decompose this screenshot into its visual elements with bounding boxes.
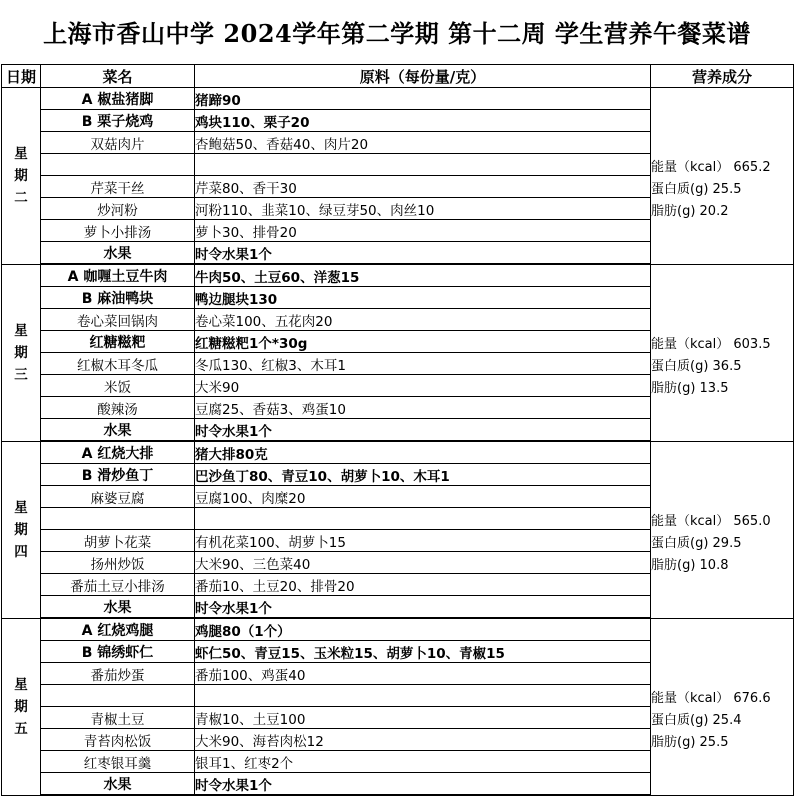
menu-row: [2, 264, 794, 287]
header-ingredients: 原料（每份量/克）: [195, 65, 651, 88]
day-label-char: 期: [14, 344, 28, 361]
nutrition-spacer: [651, 306, 793, 334]
nutrition-spacer: [651, 129, 793, 157]
ingredients: 鸭边腿块130: [195, 287, 651, 309]
ingredients: 猪大排80克: [195, 441, 651, 464]
ingredients: [195, 685, 651, 707]
nutrition-fat: 脂肪(g) 10.8: [651, 557, 729, 573]
ingredients: [195, 154, 651, 176]
dish-name: 水果: [41, 773, 195, 796]
ingredients: 豆腐25、香菇3、鸡蛋10: [195, 397, 651, 419]
ingredients: 牛肉50、土豆60、洋葱15: [195, 264, 651, 287]
nutrition-protein: 蛋白质(g) 25.4: [651, 712, 742, 728]
dish-name: 萝卜小排汤: [41, 220, 195, 242]
dish-name: 水果: [41, 242, 195, 265]
menu-table: [1, 64, 794, 796]
day-label-char: 星: [14, 145, 28, 162]
ingredients: 卷心菜100、五花肉20: [195, 309, 651, 331]
ingredients: 豆腐100、肉糜20: [195, 486, 651, 508]
dish-name: 水果: [41, 419, 195, 442]
day-label-char: 星: [14, 499, 28, 516]
dish-name: 芹菜干丝: [41, 176, 195, 198]
ingredients: 猪蹄90: [195, 88, 651, 110]
header-dish: 菜名: [41, 65, 195, 88]
day-label: [2, 88, 41, 265]
ingredients: 时令水果1个: [195, 773, 651, 796]
ingredients: 时令水果1个: [195, 596, 651, 619]
nutrition-energy: 能量（kcal） 565.0: [651, 513, 771, 529]
menu-row: [2, 618, 794, 641]
dish-name: 酸辣汤: [41, 397, 195, 419]
dish-name: A 红烧鸡腿: [41, 618, 195, 641]
menu-body: [2, 88, 794, 796]
dish-name: 麻婆豆腐: [41, 486, 195, 508]
day-label-char: 期: [14, 698, 28, 715]
day-label-char: 星: [14, 676, 28, 693]
nutrition-info: [651, 618, 794, 795]
ingredients: 时令水果1个: [195, 242, 651, 265]
nutrition-protein: 蛋白质(g) 25.5: [651, 181, 742, 197]
menu-row: [2, 88, 794, 110]
ingredients: 银耳1、红枣2个: [195, 751, 651, 773]
ingredients: 大米90、海苔肉松12: [195, 729, 651, 751]
nutrition-protein: 蛋白质(g) 36.5: [651, 358, 742, 374]
ingredients: 杏鲍菇50、香菇40、肉片20: [195, 132, 651, 154]
ingredients: 萝卜30、排骨20: [195, 220, 651, 242]
dish-name: 炒河粉: [41, 198, 195, 220]
dish-name: A 红烧大排: [41, 441, 195, 464]
nutrition-energy: 能量（kcal） 603.5: [651, 336, 771, 352]
dish-name: 番茄炒蛋: [41, 663, 195, 685]
dish-name: A 咖喱土豆牛肉: [41, 264, 195, 287]
dish-name: 红椒木耳冬瓜: [41, 353, 195, 375]
ingredients: 有机花菜100、胡萝卜15: [195, 530, 651, 552]
ingredients: 大米90、三色菜40: [195, 552, 651, 574]
dish-name: 红糖糍粑: [41, 331, 195, 353]
dish-name: B 滑炒鱼丁: [41, 464, 195, 486]
day-label: [2, 618, 41, 795]
nutrition-spacer: [651, 483, 793, 511]
nutrition-spacer: [651, 660, 793, 688]
day-label-char: 三: [14, 366, 28, 383]
nutrition-energy: 能量（kcal） 665.2: [651, 159, 771, 175]
header-day: 日期: [2, 65, 41, 88]
ingredients: 河粉110、韭菜10、绿豆芽50、肉丝10: [195, 198, 651, 220]
nutrition-fat: 脂肪(g) 25.5: [651, 734, 729, 750]
dish-name: 扬州炒饭: [41, 552, 195, 574]
header-row: [2, 65, 794, 88]
ingredients: 大米90: [195, 375, 651, 397]
nutrition-info: [651, 88, 794, 265]
ingredients: 芹菜80、香干30: [195, 176, 651, 198]
menu-row: [2, 441, 794, 464]
day-label-char: 四: [14, 543, 28, 560]
ingredients: 时令水果1个: [195, 419, 651, 442]
day-label-char: 五: [14, 720, 28, 737]
ingredients: [195, 508, 651, 530]
nutrition-info: [651, 441, 794, 618]
dish-name: [41, 508, 195, 530]
dish-name: 番茄土豆小排汤: [41, 574, 195, 596]
dish-name: [41, 685, 195, 707]
dish-name: 青苔肉松饭: [41, 729, 195, 751]
ingredients: 鸡块110、栗子20: [195, 110, 651, 132]
day-label: [2, 264, 41, 441]
dish-name: 米饭: [41, 375, 195, 397]
day-label-char: 期: [14, 521, 28, 538]
dish-name: A 椒盐猪脚: [41, 88, 195, 110]
header-nutrition: 营养成分: [651, 65, 794, 88]
day-label-char: 二: [14, 189, 28, 206]
dish-name: 胡萝卜花菜: [41, 530, 195, 552]
ingredients: 番茄10、土豆20、排骨20: [195, 574, 651, 596]
dish-name: B 栗子烧鸡: [41, 110, 195, 132]
day-label: [2, 441, 41, 618]
nutrition-energy: 能量（kcal） 676.6: [651, 690, 771, 706]
dish-name: 红枣银耳羹: [41, 751, 195, 773]
nutrition-protein: 蛋白质(g) 29.5: [651, 535, 742, 551]
nutrition-fat: 脂肪(g) 13.5: [651, 380, 729, 396]
ingredients: 红糖糍粑1个*30g: [195, 331, 651, 353]
dish-name: 双菇肉片: [41, 132, 195, 154]
dish-name: B 麻油鸭块: [41, 287, 195, 309]
dish-name: 水果: [41, 596, 195, 619]
dish-name: 青椒土豆: [41, 707, 195, 729]
day-label-char: 星: [14, 322, 28, 339]
dish-name: 卷心菜回锅肉: [41, 309, 195, 331]
day-label-char: 期: [14, 167, 28, 184]
page-title: 上海市香山中学 2024学年第二学期 第十二周 学生营养午餐菜谱: [43, 19, 751, 48]
ingredients: 鸡腿80（1个）: [195, 618, 651, 641]
dish-name: [41, 154, 195, 176]
ingredients: 巴沙鱼丁80、青豆10、胡萝卜10、木耳1: [195, 464, 651, 486]
ingredients: 虾仁50、青豆15、玉米粒15、胡萝卜10、青椒15: [195, 641, 651, 663]
ingredients: 冬瓜130、红椒3、木耳1: [195, 353, 651, 375]
ingredients: 青椒10、土豆100: [195, 707, 651, 729]
ingredients: 番茄100、鸡蛋40: [195, 663, 651, 685]
nutrition-fat: 脂肪(g) 20.2: [651, 203, 729, 219]
dish-name: B 锦绣虾仁: [41, 641, 195, 663]
nutrition-info: [651, 264, 794, 441]
